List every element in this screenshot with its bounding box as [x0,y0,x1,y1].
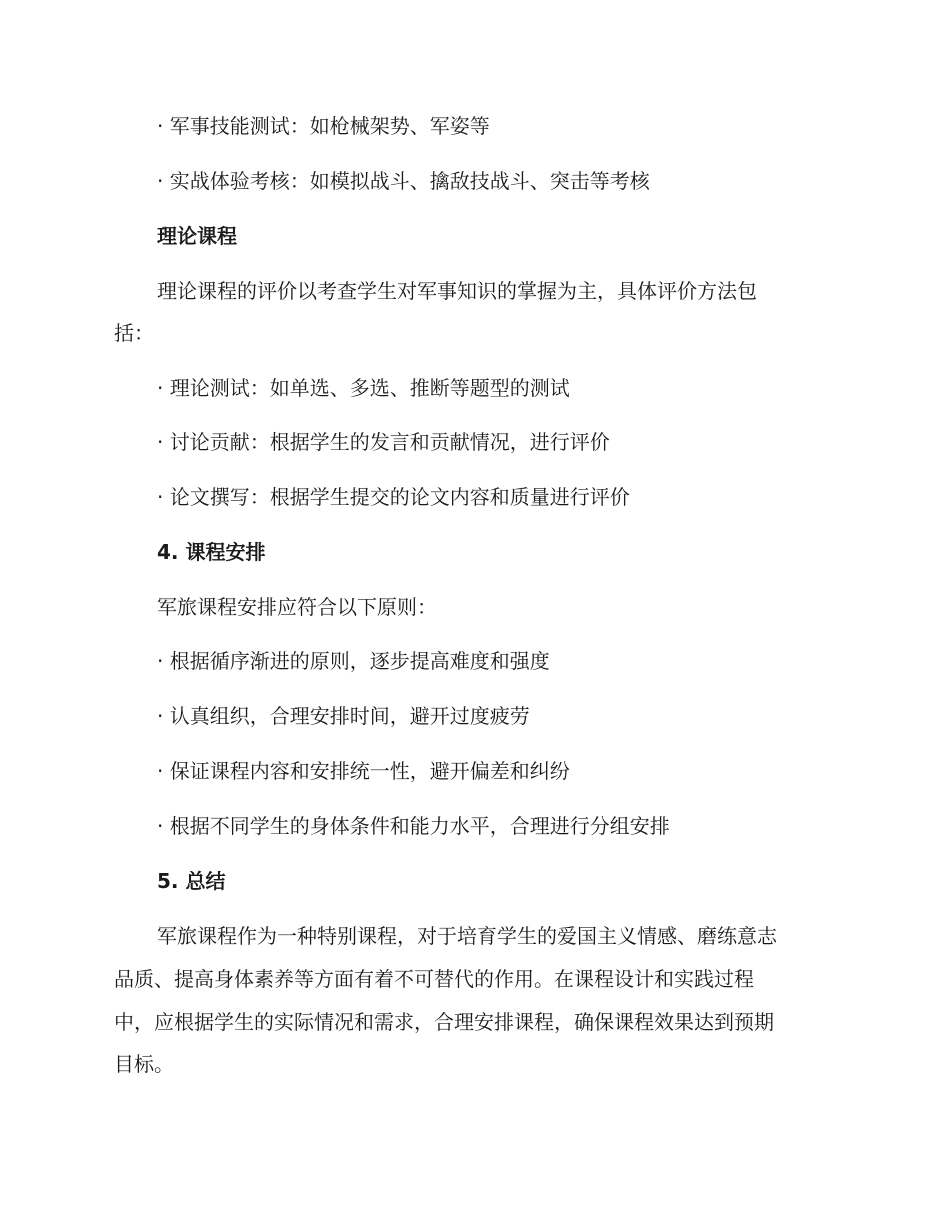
section-heading-schedule: 4. 课程安排 [157,540,266,564]
bullet-item: · 实战体验考核：如模拟战斗、擒敌技战斗、突击等考核 [157,169,650,193]
bullet-item: · 认真组织，合理安排时间，避开过度疲劳 [157,704,530,728]
paragraph-line: 括： [114,321,154,345]
paragraph-line: 中，应根据学生的实际情况和需求，合理安排课程，确保课程效果达到预期 [114,1010,774,1034]
bullet-item: · 论文撰写：根据学生提交的论文内容和质量进行评价 [157,485,630,509]
paragraph-line: 理论课程的评价以考查学生对军事知识的掌握为主，具体评价方法包 [157,279,757,303]
paragraph-line: 军旅课程安排应符合以下原则： [157,595,437,619]
section-heading-summary: 5. 总结 [157,869,226,893]
paragraph-line: 目标。 [114,1052,174,1076]
bullet-item: · 根据循序渐进的原则，逐步提高难度和强度 [157,649,550,673]
bullet-item: · 军事技能测试：如枪械架势、军姿等 [157,114,490,138]
bullet-item: · 理论测试：如单选、多选、推断等题型的测试 [157,376,570,400]
bullet-item: · 讨论贡献：根据学生的发言和贡献情况，进行评价 [157,430,610,454]
section-heading-theory: 理论课程 [157,224,237,248]
paragraph-line: 品质、提高身体素养等方面有着不可替代的作用。在课程设计和实践过程 [114,967,754,991]
bullet-item: · 保证课程内容和安排统一性，避开偏差和纠纷 [157,759,570,783]
bullet-item: · 根据不同学生的身体条件和能力水平，合理进行分组安排 [157,814,670,838]
paragraph-line: 军旅课程作为一种特别课程，对于培育学生的爱国主义情感、磨练意志 [157,924,777,948]
